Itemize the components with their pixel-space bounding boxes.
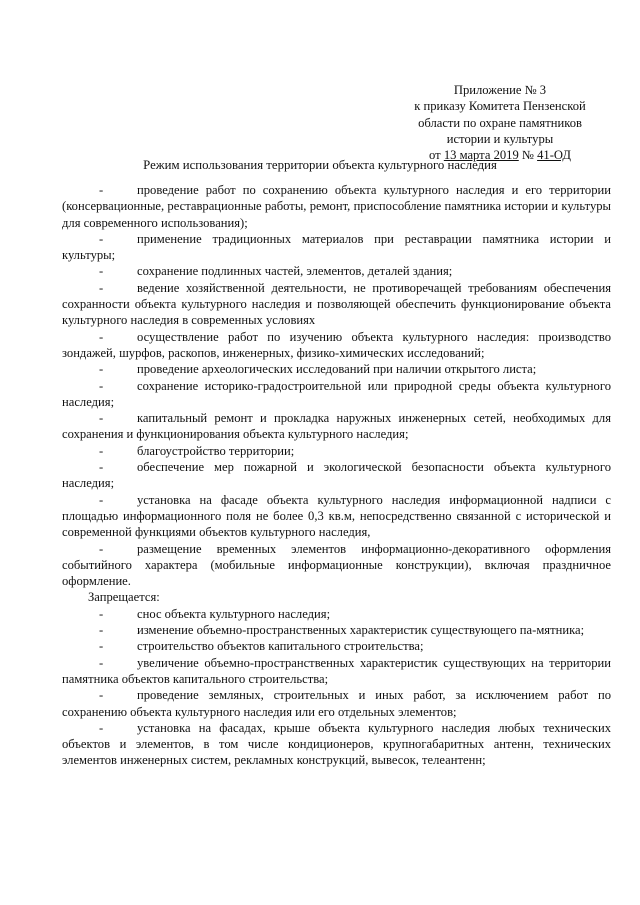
appendix-line-2: к приказу Комитета Пензенской <box>414 99 586 114</box>
list-item: - проведение работ по сохранению объекта культурного наследия и его территории (консервационные, реставрационные работы, ремонт, приспособление памятника истории и культуры для современного использования); <box>62 183 611 230</box>
list-item: - ведение хозяйственной деятельности, не противоречащей требованиям обеспечения сохранности объекта культурного наследия и позволяющей обеспечить функционирование объекта культурного наследия в современных условиях <box>62 280 611 328</box>
list-dash: - <box>99 492 104 507</box>
list-item: - капитальный ремонт и прокладка наружных инженерных сетей, необходимых для сохранения и функционирования объекта культурного наследия; <box>62 411 611 442</box>
prohibited-list <box>62 606 611 769</box>
document-body <box>62 182 611 769</box>
document-title: Режим использования территории объекта культурного наследия <box>143 158 497 172</box>
list-dash: - <box>99 411 104 426</box>
list-item: - проведение археологических исследований при наличии открытого листа; <box>99 362 537 377</box>
list-dash: - <box>99 280 104 295</box>
appendix-line-3: области по охране памятников <box>418 115 582 130</box>
prohibited-heading: Запрещается: <box>88 590 160 605</box>
list-dash: - <box>99 264 104 279</box>
list-item: - применение традиционных материалов при реставрации памятника истории и культуры; <box>62 231 611 263</box>
list-dash: - <box>99 639 104 654</box>
list-item: - снос объекта культурного наследия; <box>99 606 331 621</box>
list-item: - изменение объемно-пространственных характеристик существующего па-мятника; <box>99 623 585 638</box>
list-dash: - <box>99 720 104 735</box>
list-dash: - <box>99 655 104 670</box>
list-item: - сохранение подлинных частей, элементов, деталей здания; <box>99 264 453 279</box>
list-dash: - <box>99 362 104 377</box>
list-dash: - <box>99 231 104 246</box>
order-number: 41-ОД <box>537 148 571 163</box>
list-dash: - <box>99 606 104 621</box>
list-item: - осуществление работ по изучению объекта культурного наследия: производство зондажей, шурфов, раскопов, инженерных, физико-химических исследований; <box>62 329 611 360</box>
list-dash: - <box>99 329 104 344</box>
appendix-header <box>400 82 600 163</box>
list-item: - благоустройство территории; <box>99 443 295 458</box>
date-prefix: от <box>429 148 444 163</box>
list-dash: - <box>99 541 104 556</box>
order-date: 13 марта 2019 <box>443 148 519 163</box>
list-item: - проведение земляных, строительных и иных работ, за исключением работ по сохранению объекта культурного наследия или его отдельных элементов; <box>62 688 611 719</box>
list-dash: - <box>99 443 104 458</box>
list-item: - увеличение объемно-пространственных характеристик существующих на территории памятника объектов капитального строительства; <box>62 655 611 686</box>
list-item: - сохранение историко-градостроительной или природной среды объекта культурного наследия; <box>62 378 611 409</box>
list-item: - установка на фасадах, крыше объекта культурного наследия любых технических объектов и элементов, в том числе кондиционеров, крупногабаритных антенн, технических элементов инженерных систем, рекламных конструкций, вывесок, телеантенн; <box>62 720 611 768</box>
allowed-list <box>62 182 611 589</box>
list-item: - установка на фасаде объекта культурного наследия информационной надписи с площадью информационного поля не более 0,3 кв.м, непосредственно связанной с исторической и современной функциями объектов культурного наследия, <box>62 492 611 540</box>
list-dash: - <box>99 183 104 197</box>
list-item: - обеспечение мер пожарной и экологической безопасности объекта культурного наследия; <box>62 460 611 491</box>
number-prefix: № <box>518 148 538 163</box>
appendix-line-1: Приложение № 3 <box>453 83 547 97</box>
list-dash: - <box>99 378 104 393</box>
appendix-line-4: истории и культуры <box>446 131 554 146</box>
list-dash: - <box>99 460 104 475</box>
list-dash: - <box>99 688 104 703</box>
list-item: - размещение временных элементов информационно-декоративного оформления событийного характера (мобильные информационные конструкции), включая праздничное оформление. <box>62 541 611 589</box>
list-dash: - <box>99 623 104 638</box>
list-item: - строительство объектов капитального строительства; <box>99 639 424 654</box>
